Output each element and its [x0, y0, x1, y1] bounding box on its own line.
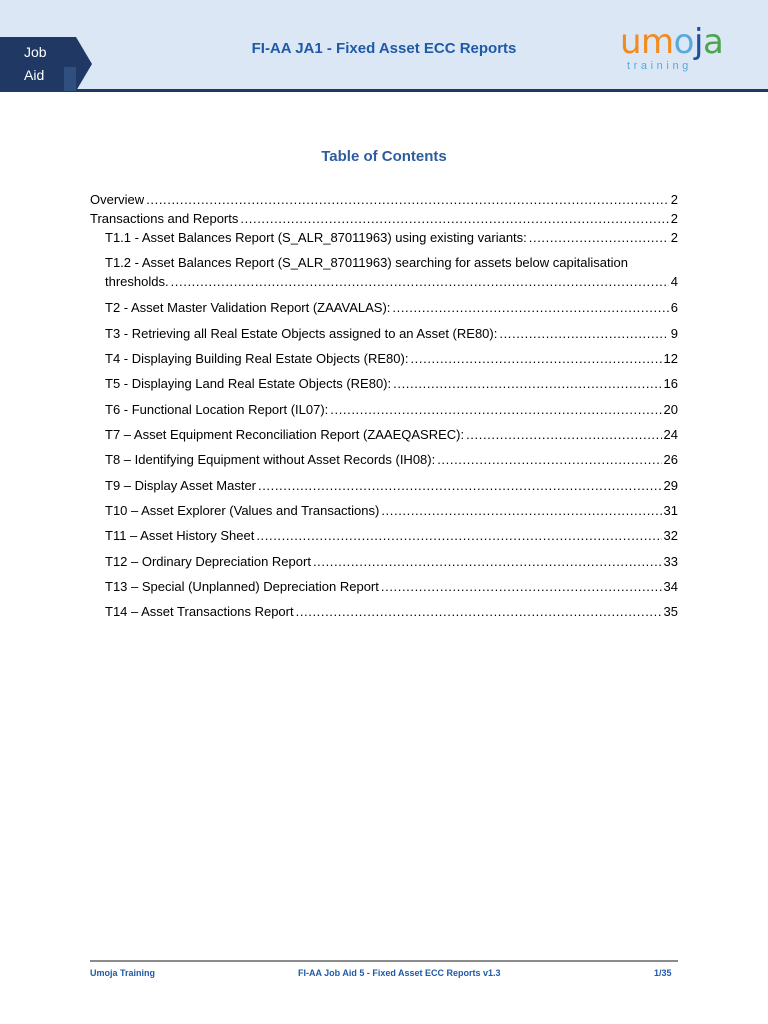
logo-wordmark: umoja: [620, 22, 724, 62]
document-title: FI-AA JA1 - Fixed Asset ECC Reports: [251, 40, 517, 57]
toc-entry-t14[interactable]: T14 – Asset Transactions Report ..... 35: [105, 603, 678, 621]
toc-entry-t13[interactable]: T13 – Special (Unplanned) Depreciation Report ..... 34: [105, 578, 678, 596]
toc-entry-t4[interactable]: T4 - Displaying Building Real Estate Objects (RE80): ..... 12: [105, 350, 678, 368]
toc-entry-t2[interactable]: T2 - Asset Master Validation Report (ZAAVALAS): ..... 6: [105, 299, 678, 317]
toc-title: Table of Contents: [321, 148, 447, 165]
toc-entry-t3[interactable]: T3 - Retrieving all Real Estate Objects assigned to an Asset (RE80): ..... 9: [105, 325, 678, 343]
umoja-training-logo: [620, 22, 750, 76]
toc-entry-transactions[interactable]: Transactions and Reports ..... 2: [90, 210, 678, 228]
footer-center: FI-AA Job Aid 5 - Fixed Asset ECC Reports v1.3: [298, 968, 501, 978]
footer-page-number: 1/35: [654, 968, 672, 978]
toc-entry-t7[interactable]: T7 – Asset Equipment Reconciliation Report (ZAAEQASREC): ..... 24: [105, 426, 678, 444]
toc-entry-overview[interactable]: Overview ..... 2: [90, 191, 678, 209]
toc-entry-t1-2-line1[interactable]: T1.2 - Asset Balances Report (S_ALR_87011963) searching for assets below capitalisation: [105, 255, 628, 270]
toc-entry-t11[interactable]: T11 – Asset History Sheet ..... 32: [105, 527, 678, 545]
toc-entry-t12[interactable]: T12 – Ordinary Depreciation Report ..... 33: [105, 553, 678, 571]
footer-divider: [90, 960, 678, 962]
toc-entry-t9[interactable]: T9 – Display Asset Master ..... 29: [105, 477, 678, 495]
footer-left: Umoja Training: [90, 968, 156, 978]
badge-line-2: Aid: [24, 67, 45, 83]
toc-entry-t1-2[interactable]: thresholds. ..... 4: [105, 273, 678, 291]
toc-entry-t10[interactable]: T10 – Asset Explorer (Values and Transactions) ..... 31: [105, 502, 678, 520]
logo-subtitle: training: [627, 60, 692, 72]
toc-entry-t5[interactable]: T5 - Displaying Land Real Estate Objects (RE80): ..... 16: [105, 375, 678, 393]
toc-entry-t1-1[interactable]: T1.1 - Asset Balances Report (S_ALR_87011963) using existing variants: ..... 2: [105, 229, 678, 247]
toc-entry-t8[interactable]: T8 – Identifying Equipment without Asset Records (IH08): ..... 26: [105, 451, 678, 469]
page-header: [0, 0, 768, 92]
toc-entry-t6[interactable]: T6 - Functional Location Report (IL07): ..... 20: [105, 401, 678, 419]
badge-line-1: Job: [24, 44, 47, 60]
